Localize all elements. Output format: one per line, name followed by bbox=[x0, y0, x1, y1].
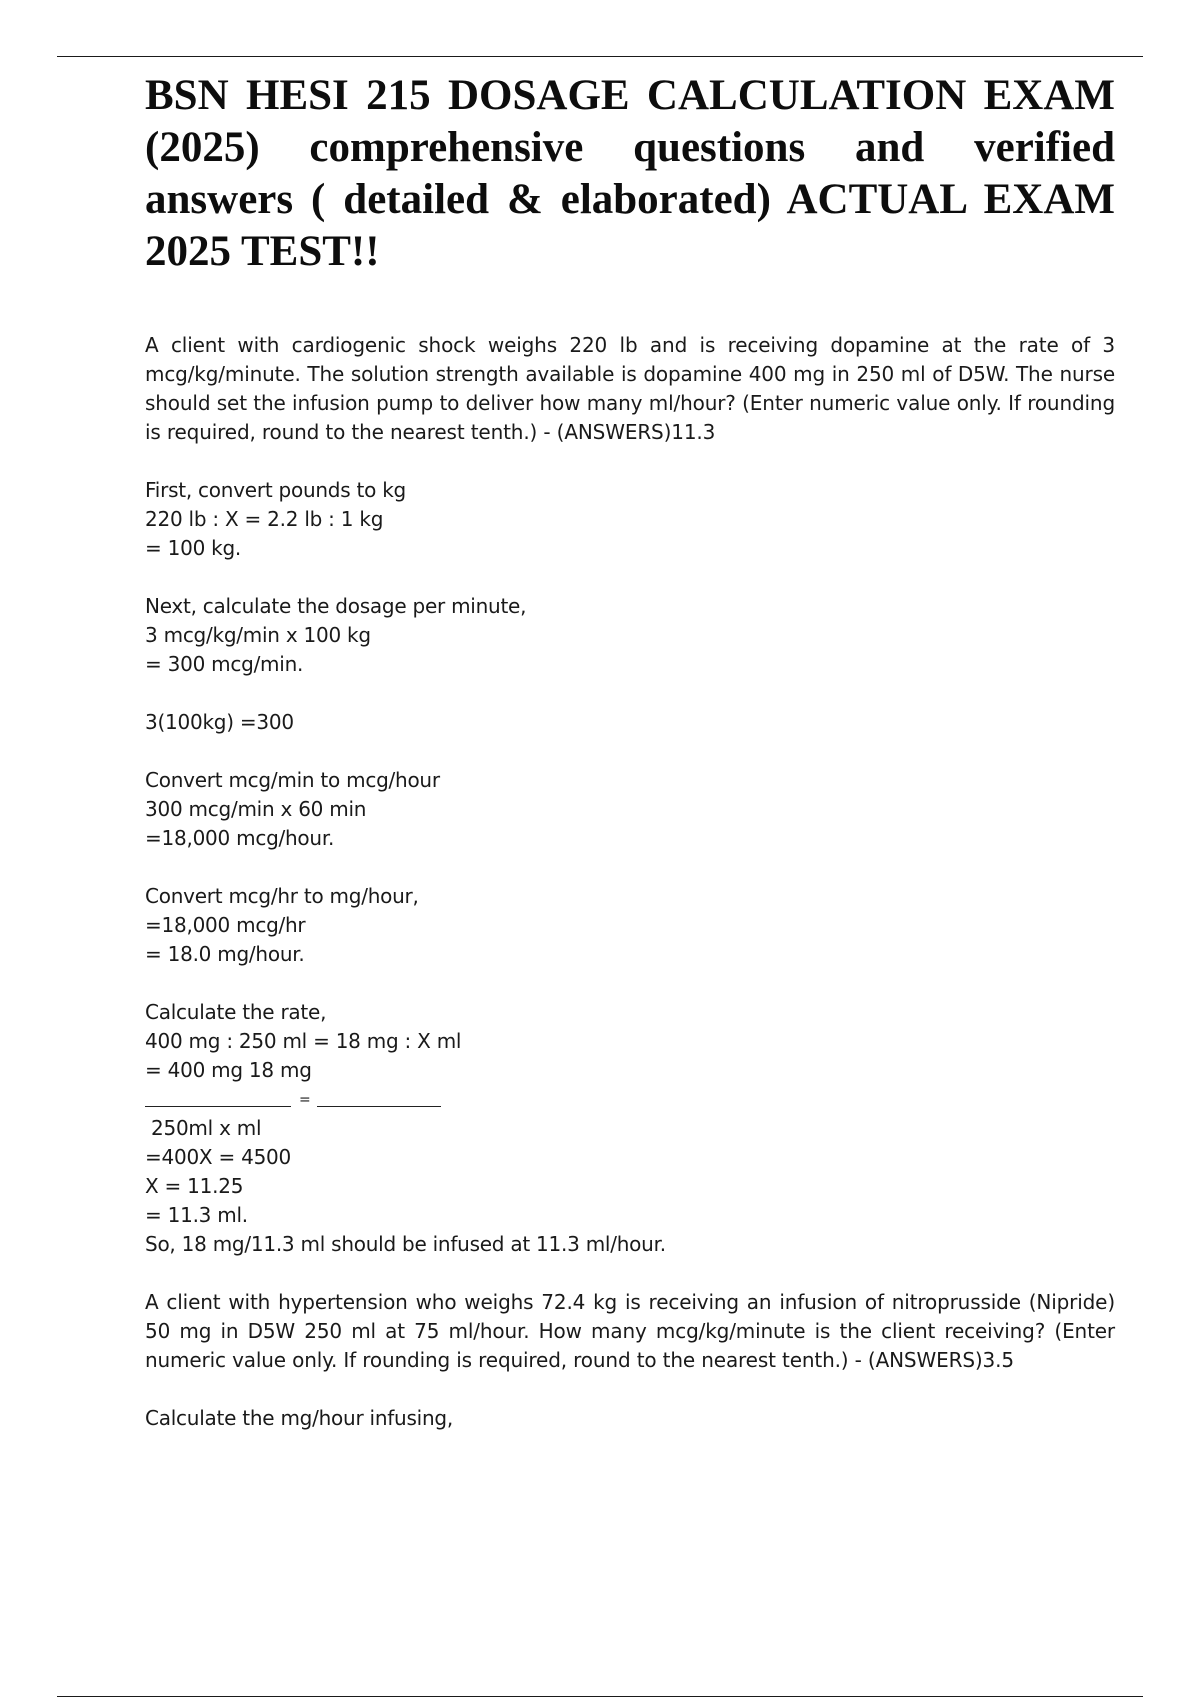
step-line: Calculate the rate, bbox=[145, 1000, 327, 1024]
question-1 bbox=[145, 331, 1115, 1288]
question-2 bbox=[145, 1288, 1115, 1433]
step-line: 3 mcg/kg/min x 100 kg bbox=[145, 623, 371, 647]
fraction-bars bbox=[145, 1085, 1115, 1114]
step-line: = 300 mcg/min. bbox=[145, 652, 304, 676]
step-mg-per-hour bbox=[145, 882, 1115, 969]
step-line: 300 mcg/min x 60 min bbox=[145, 797, 367, 821]
step-line: 250ml x ml bbox=[151, 1116, 262, 1140]
step-line: Calculate the mg/hour infusing, bbox=[145, 1406, 453, 1430]
step-line: =400X = 4500 bbox=[145, 1145, 292, 1169]
step-convert-pounds bbox=[145, 476, 1115, 563]
step-line: = 400 mg 18 mg bbox=[145, 1058, 312, 1082]
fraction-equals: = bbox=[299, 1091, 311, 1108]
fraction-bar-left bbox=[145, 1092, 291, 1107]
step-line: X = 11.25 bbox=[145, 1174, 244, 1198]
step-line: = 100 kg. bbox=[145, 536, 242, 560]
step-line: So, 18 mg/11.3 ml should be infused at 11.3 ml/hour. bbox=[145, 1232, 666, 1256]
bottom-rule bbox=[57, 1696, 1143, 1697]
step-line: = 18.0 mg/hour. bbox=[145, 942, 305, 966]
step-line: 3(100kg) =300 bbox=[145, 710, 294, 734]
step-line: =18,000 mcg/hr bbox=[145, 913, 306, 937]
step-line: Convert mcg/min to mcg/hour bbox=[145, 768, 440, 792]
question-2-text: A client with hypertension who weighs 72.4 kg is receiving an infusion of nitroprusside (Nipride) 50 mg in D5W 250 ml at 75 ml/hour. How many mcg/kg/minute is the client receiving? (Enter numeric value only. If rounding is required, round to the nearest tenth.) - (ANSWERS)3.5 bbox=[145, 1290, 1115, 1372]
top-rule bbox=[57, 56, 1143, 57]
fraction-bar-right bbox=[317, 1092, 441, 1107]
step-line: =18,000 mcg/hour. bbox=[145, 826, 335, 850]
step-line: Next, calculate the dosage per minute, bbox=[145, 594, 527, 618]
step-line: 400 mg : 250 ml = 18 mg : X ml bbox=[145, 1029, 462, 1053]
step-line: Convert mcg/hr to mg/hour, bbox=[145, 884, 419, 908]
step-line: First, convert pounds to kg bbox=[145, 478, 406, 502]
document-title: BSN HESI 215 DOSAGE CALCULATION EXAM (2025) comprehensive questions and verified answers ( detailed & elaborated) ACTUAL EXAM 2025 TEST!! bbox=[145, 72, 1115, 275]
question-1-text: A client with cardiogenic shock weighs 220 lb and is receiving dopamine at the rate of 3 mcg/kg/minute. The solution strength available is dopamine 400 mg in 250 ml of D5W. The nurse should set the infusion pump to deliver how many ml/hour? (Enter numeric value only. If rounding is required, round to the nearest tenth.) - (ANSWERS)11.3 bbox=[145, 333, 1115, 444]
step-line: 220 lb : X = 2.2 lb : 1 kg bbox=[145, 507, 384, 531]
step-calculate-rate bbox=[145, 998, 1115, 1259]
step-mcg-per-hour bbox=[145, 766, 1115, 853]
step-shorthand bbox=[145, 708, 1115, 737]
document-content bbox=[145, 70, 1115, 1433]
step-dosage-per-minute bbox=[145, 592, 1115, 679]
step-line: = 11.3 ml. bbox=[145, 1203, 248, 1227]
